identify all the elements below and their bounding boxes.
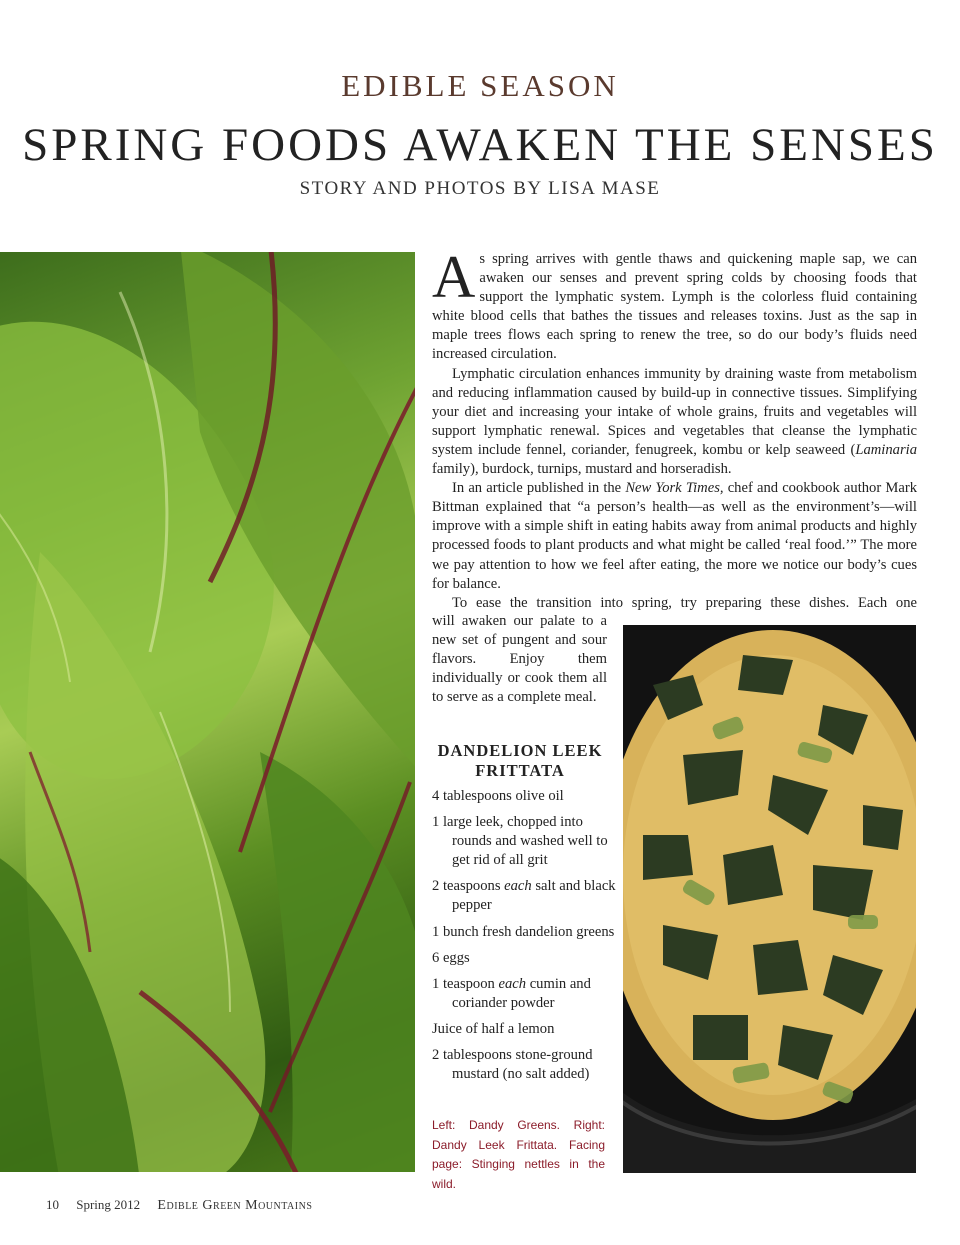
paragraph-3-text: In an article published in the: [452, 480, 626, 497]
section-title: EDIBLE SEASON: [341, 68, 619, 103]
publication-name: New York Times,: [625, 480, 724, 497]
page-title: SPRING FOODS AWAKEN THE SENSES: [22, 119, 938, 171]
frittata-photo: [623, 625, 916, 1173]
recipe-title: DANDELION LEEK FRITTATA: [437, 741, 603, 780]
ingredient-item: Juice of half a lemon: [432, 1020, 555, 1037]
ingredient-list: [432, 787, 617, 1091]
ingredient-item: 2 tablespoons stone-ground mustard (no salt added): [432, 1047, 593, 1083]
issue-label: Spring 2012: [76, 1197, 141, 1212]
dandy-greens-photo: [0, 252, 415, 1172]
paragraph-1-text: s spring arrives with gentle thaws and quickening maple sap, we can awaken our senses and prevent spring colds by choosing foods that support the lymphatic system. Lymph is the colorless fluid containing white blood cells that bathes the tissues and releases toxins. Just as the sap in maple trees flows each spring to renew the tree, so do our body’s fluids need increased circulation.: [432, 251, 917, 363]
page-number: 10: [46, 1197, 59, 1212]
ingredient-item: 4 tablespoons olive oil: [432, 788, 564, 804]
page-footer: [46, 1197, 326, 1214]
ingredient-item: 6 eggs: [432, 949, 470, 966]
ingredient-item: 1 bunch fresh dandelion greens: [432, 923, 615, 940]
paragraph-1: [432, 244, 917, 365]
photo-caption: Left: Dandy Greens. Right: Dandy Leek Frittata. Facing page: Stinging nettles in the wild.: [432, 1118, 605, 1191]
paragraph-2-tail: family), burdock, turnips, mustard and horseradish.: [432, 461, 732, 478]
paragraph-4-continuation: will awaken our palate to a new set of pungent and sour flavors. Enjoy them individually or cook them all to serve as a complete meal.: [432, 613, 607, 706]
article-body: [432, 244, 917, 613]
drop-cap: A: [432, 244, 476, 310]
magazine-name: Edible Green Mountains: [157, 1198, 313, 1213]
paragraph-2: [432, 365, 917, 480]
ingredient-item: 2 teaspoons each salt and black pepper: [432, 878, 616, 914]
paragraph-3: [432, 479, 917, 594]
paragraph-2-text: Lymphatic circulation enhances immunity by draining waste from metabolism and reducing inflammation caused by build-up in connective tissues. Simplifying your diet and increasing your intake of whole grains, fruits and vegetables will support lymphatic renewal. Spices and vegetables that cleanse the lymphatic system include fennel, coriander, fenugreek, kombu or kelp seaweed (: [432, 365, 917, 458]
latin-name: Laminaria: [855, 441, 917, 458]
ingredient-item: 1 large leek, chopped into rounds and washed well to get rid of all grit: [432, 814, 608, 869]
ingredient-item: 1 teaspoon each cumin and coriander powder: [432, 975, 591, 1011]
paragraph-3-tail: chef and cookbook author Mark Bittman explained that “a person’s health—as well as the environment’s—will improve with a simple shift in eating habits away from animal products and highly processed foods to plant products and what might be called ‘real food.’” The more we pay attention to how we feel after eating, the more we notice our body’s cues for balance.: [432, 480, 917, 592]
paragraph-4-lead: To ease the transition into spring, try preparing these dishes. Each one: [452, 594, 917, 611]
byline: STORY AND PHOTOS BY LISA MASE: [299, 178, 661, 199]
